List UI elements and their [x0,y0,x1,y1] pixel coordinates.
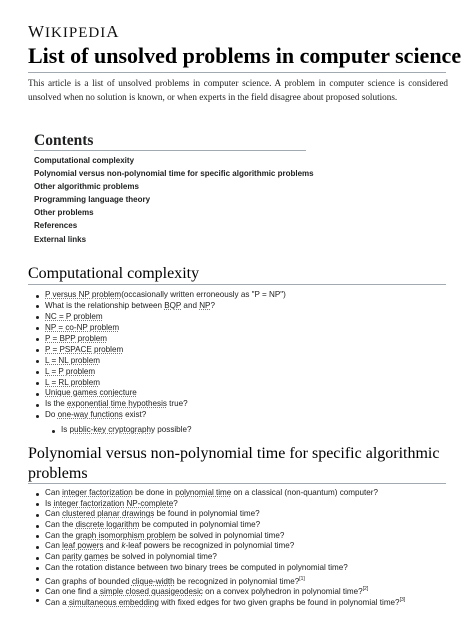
section-divider-complexity [28,284,446,285]
list-item-text: Can [45,552,63,562]
list-item-text: be solved in polynomial time? [175,530,285,540]
toc-item-external-links[interactable]: External links [34,234,87,244]
list-item-text: Can one find a [45,587,100,597]
list-item [34,399,286,410]
list-item [34,334,286,345]
leaf-powers-link[interactable]: leaf powers [62,541,104,551]
list-item [34,509,405,520]
list-item-text: ? [173,498,178,508]
list-item-text: Is [45,498,54,508]
list-item [34,584,405,595]
one-way-functions-link[interactable]: one-way functions [57,410,123,420]
list-item [34,378,286,389]
list-item-text: -leaf powers be recognized in polynomial time? [125,541,295,551]
list-item-text: (occasionally written erroneously as "P = NP") [121,290,286,299]
list-item-text: Can [45,488,63,497]
list-item [34,499,405,510]
list-item-text: Can graphs of bounded [45,576,132,586]
list-item-text: ? [210,300,215,310]
nc-p-link[interactable]: NC = P problem [45,311,103,321]
list-item-text: be solved in polynomial time? [108,552,217,562]
list-item-text: be computed in polynomial time? [139,520,261,530]
clustered-planar-link[interactable]: clustered planar drawings [62,509,155,519]
section-heading-line-2: problems [28,465,88,482]
list-item-text: be recognized in polynomial time? [174,576,300,586]
list-item-text: k [121,541,126,551]
toc-item-other-algorithmic[interactable]: Other algorithmic problems [34,182,139,192]
l-rl-link[interactable]: L = RL problem [45,377,100,387]
citation-2[interactable]: [2] [362,586,369,593]
np-complete-link[interactable]: NP-complete [126,498,174,508]
bqp-link[interactable]: BQP [164,300,182,310]
list-item [34,312,286,323]
np-link[interactable]: NP [199,300,211,310]
toc-item-programming-language[interactable]: Programming language theory [34,195,151,205]
list-item-text: What is the relationship between [45,300,165,310]
list-item [34,367,286,378]
unique-games-link[interactable]: Unique games conjecture [45,388,137,398]
section-divider-polynomial [28,483,446,484]
list-item-text: Can the rotation distance between two binary trees be computed in polynomial time? [45,562,348,572]
list-item-text: and [181,300,200,310]
list-item-text: Can a [45,597,69,607]
intro-paragraph: This article is a list of unsolved problems in computer science. A problem in computer science is considered unsolved when no solution is known, or when experts in the field disagree about proposed solutions. [28,78,448,102]
table-of-contents [34,154,314,246]
simultaneous-embedding-link[interactable]: simultaneous embedding [68,597,159,607]
p-pspace-link[interactable]: P = PSPACE problem [45,344,124,354]
wordmark-middle: IKIPEDI [45,25,107,41]
list-item [34,388,286,399]
list-item-text: Can the [45,520,76,530]
list-item-text: Can [45,509,63,519]
integer-factorization-link[interactable]: integer factorization [62,488,133,497]
complexity-list [34,290,286,436]
list-item-text: true? [166,399,188,409]
section-heading-computational-complexity: Computational complexity [28,265,200,282]
list-item-text: possible? [155,425,192,435]
toc-item-other-problems[interactable]: Other problems [34,208,94,218]
wikipedia-wordmark[interactable] [28,22,119,42]
parity-games-link[interactable]: parity games [62,552,109,562]
list-item [34,552,405,563]
list-item [34,563,405,574]
list-item-text: with fixed edges for two given graphs be found in polynomial time? [158,597,400,607]
public-key-crypto-link[interactable]: public-key cryptography [69,425,156,435]
list-item [34,301,286,312]
list-item-text: on a classical (non-quantum) computer? [231,488,378,497]
section-heading-line-1: Polynomial versus non-polynomial time for specific algorithmic [28,445,440,462]
wordmark-last-letter: A [106,22,120,41]
list-item-text: on a convex polyhedron in polynomial time? [202,587,363,597]
graph-isomorphism-link[interactable]: graph isomorphism problem [75,530,176,540]
citation-1[interactable]: [1] [299,575,305,582]
toc-item-computational-complexity[interactable]: Computational complexity [34,156,135,165]
section-heading-polynomial [28,444,439,484]
list-item [34,574,405,585]
list-item [34,531,405,542]
l-nl-link[interactable]: L = NL problem [45,355,100,365]
list-item [34,410,286,421]
title-divider [28,72,446,73]
eth-link[interactable]: exponential time hypothesis [67,399,167,409]
np-conp-link[interactable]: NP = co-NP problem [45,322,120,332]
clique-width-link[interactable]: clique-width [131,576,175,586]
list-item [34,290,286,301]
list-item [34,345,286,356]
list-item-text: be done in [132,488,176,497]
list-item-text: Do [45,410,58,420]
list-item [34,595,405,606]
toc-item-polynomial[interactable]: Polynomial versus non-polynomial time for specific algorithmic problems [34,169,314,179]
quasigeodesic-link[interactable]: simple closed quasigeodesic [99,587,203,597]
list-item-text: Is the [45,399,68,409]
contents-heading: Contents [34,132,94,149]
integer-factorization-link[interactable]: integer factorization [53,498,125,508]
polynomial-list [34,488,405,606]
list-item [34,425,286,436]
p-bpp-link[interactable]: P = BPP problem [45,333,108,343]
polynomial-time-link[interactable]: polynomial time [175,488,232,497]
l-p-link[interactable]: L = P problem [45,366,96,376]
list-item-text: Can [45,541,63,551]
list-item-text: be found in polynomial time? [154,509,260,519]
list-item [34,520,405,531]
p-vs-np-link[interactable]: P versus NP problem [45,290,122,299]
page-title: List of unsolved problems in computer science [28,43,462,68]
contents-divider [34,150,306,151]
list-item-text: Can the [45,530,76,540]
list-item [34,488,405,499]
citation-3[interactable]: [3] [399,596,406,603]
discrete-logarithm-link[interactable]: discrete logarithm [75,520,140,530]
list-item [34,356,286,367]
list-item-text: exist? [122,410,147,420]
list-item-text: Is [61,425,70,435]
list-item [34,541,405,552]
toc-item-references[interactable]: References [34,221,78,231]
list-item-text: and [103,541,122,551]
list-item [34,323,286,334]
wordmark-first-letter: W [28,22,46,41]
